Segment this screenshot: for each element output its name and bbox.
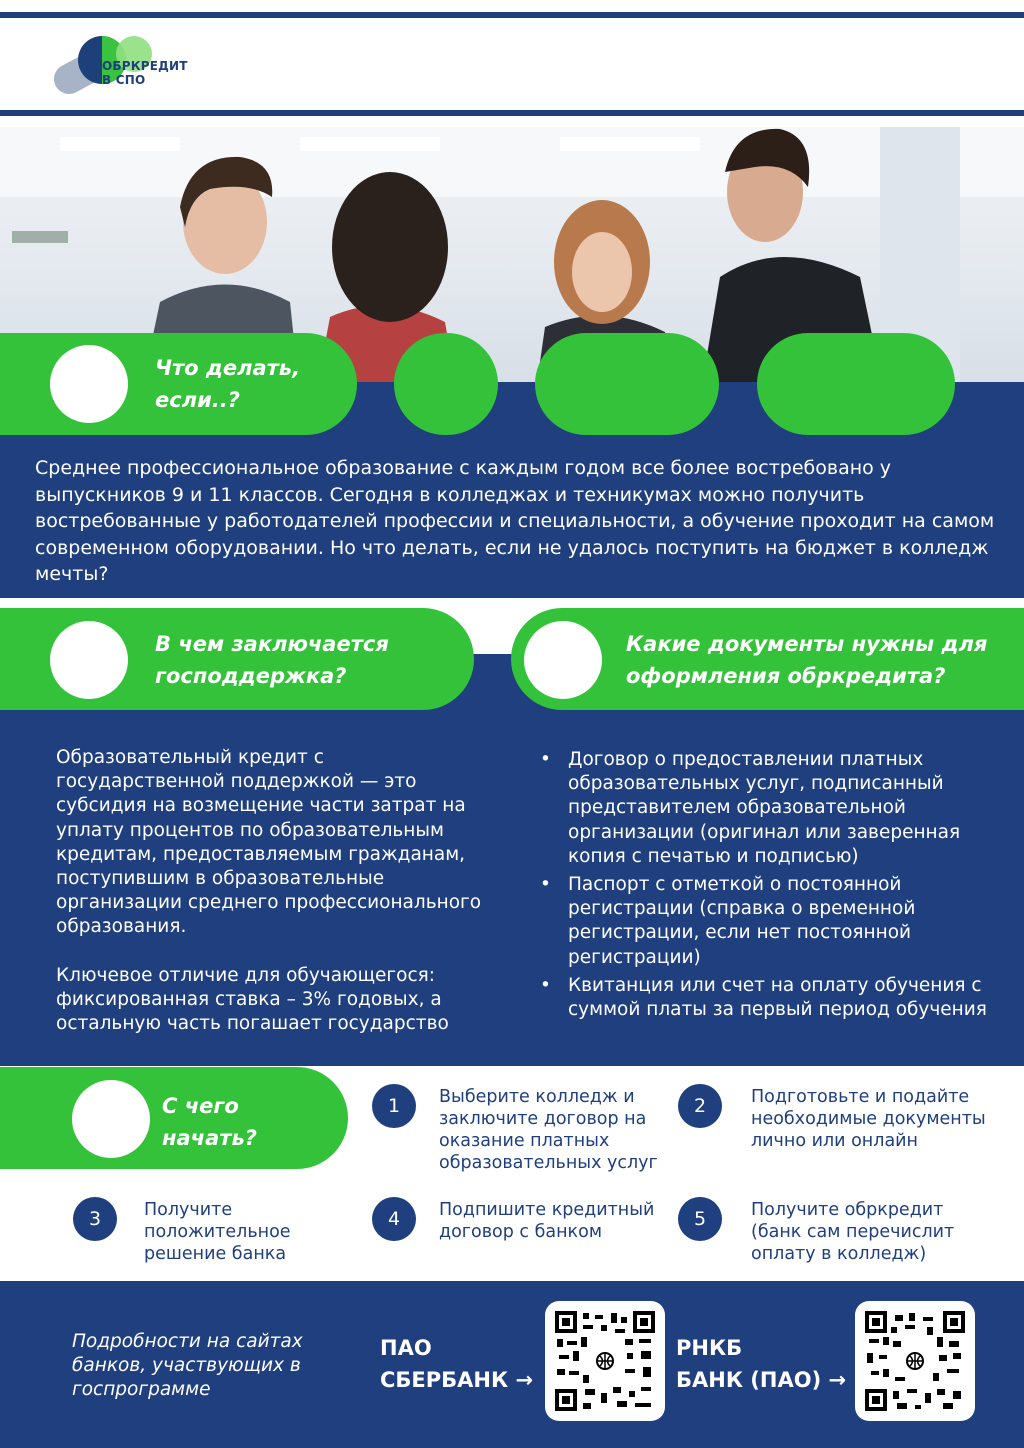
step-5-text: Получите обркредит (банк сам перечислит оплату в колледж) bbox=[751, 1200, 955, 1264]
step-1-number: 1 bbox=[372, 1084, 416, 1128]
start-circle-icon bbox=[72, 1080, 150, 1158]
decor-circle-1 bbox=[394, 333, 498, 435]
intro-paragraph: Среднее профессиональное образование с каждым годом все более востребовано у выпускников 9 и 11 классов. Сегодня в колледжах и техникумах можно получить востребованные у работодателей профессии и специальности, а обучение проходит на самом современном оборудовании. Но что делать, если не удалось поступить на бюджет в колледж мечты? bbox=[35, 457, 995, 585]
footer-note: Подробности на сайтах банков, участвующих в госпрограмме bbox=[72, 1331, 303, 1400]
header-bottom-rule bbox=[0, 110, 1024, 116]
support-paragraph-1: Образовательный кредит с государственной поддержкой — это субсидия на возмещение части затрат на уплату процентов по образовательным кредитам, предоставляемым гражданам, поступившим в образовательные организации среднего профессионального образования. bbox=[56, 747, 482, 938]
support-description bbox=[56, 746, 496, 1060]
support-paragraph-2: Ключевое отличие для обучающегося: фиксированная ставка – 3% годовых, а остальную часть погашает государство bbox=[56, 964, 449, 1035]
intro-title: Что делать, если..? bbox=[155, 356, 301, 412]
step-3-number: 3 bbox=[73, 1197, 117, 1241]
document-item: • Паспорт с отметкой о постоянной регистрации (справка о временной регистрации, если нет постоянной регистрации) bbox=[540, 873, 1000, 970]
decor-pill-2 bbox=[535, 333, 719, 435]
step-2-number: 2 bbox=[678, 1084, 722, 1128]
start-title: С чего начать? bbox=[162, 1094, 257, 1150]
support-circle-icon bbox=[50, 621, 128, 699]
sberbank-qr-code[interactable] bbox=[545, 1301, 665, 1421]
docs-title: Какие документы нужны для оформления обркредита? bbox=[626, 632, 988, 688]
docs-circle-icon bbox=[524, 621, 602, 699]
step-1-text: Выберите колледж и заключите договор на оказание платных образовательных услуг bbox=[439, 1087, 658, 1173]
intro-circle-icon bbox=[50, 345, 128, 423]
brand-logo bbox=[50, 34, 210, 96]
step-3-text: Получите положительное решение банка bbox=[144, 1200, 291, 1264]
decor-pill-3 bbox=[757, 333, 955, 435]
step-5-number: 5 bbox=[678, 1197, 722, 1241]
document-item: • Квитанция или счет на оплату обучения с суммой платы за первый период обучения bbox=[540, 974, 1000, 1022]
header-top-rule bbox=[0, 12, 1024, 18]
step-2-text: Подготовьте и подайте необходимые документы лично или онлайн bbox=[751, 1087, 986, 1151]
page-header bbox=[0, 0, 1024, 120]
sberbank-label: ПАО СБЕРБАНК → bbox=[380, 1336, 534, 1392]
logo-wordmark: ОБРКРЕДИТ В СПО bbox=[102, 59, 188, 87]
document-item: • Договор о предоставлении платных образовательных услуг, подписанный представителем образовательной организации (оригинал или заверенная копия с печатью и подписью) bbox=[540, 748, 1000, 869]
documents-list bbox=[540, 748, 1000, 1026]
step-4-number: 4 bbox=[372, 1197, 416, 1241]
support-title: В чем заключается господдержка? bbox=[155, 632, 389, 688]
rnkb-qr-code[interactable] bbox=[855, 1301, 975, 1421]
step-4-text: Подпишите кредитный договор с банком bbox=[439, 1200, 655, 1242]
rnkb-label: РНКБ БАНК (ПАО) → bbox=[676, 1336, 847, 1392]
